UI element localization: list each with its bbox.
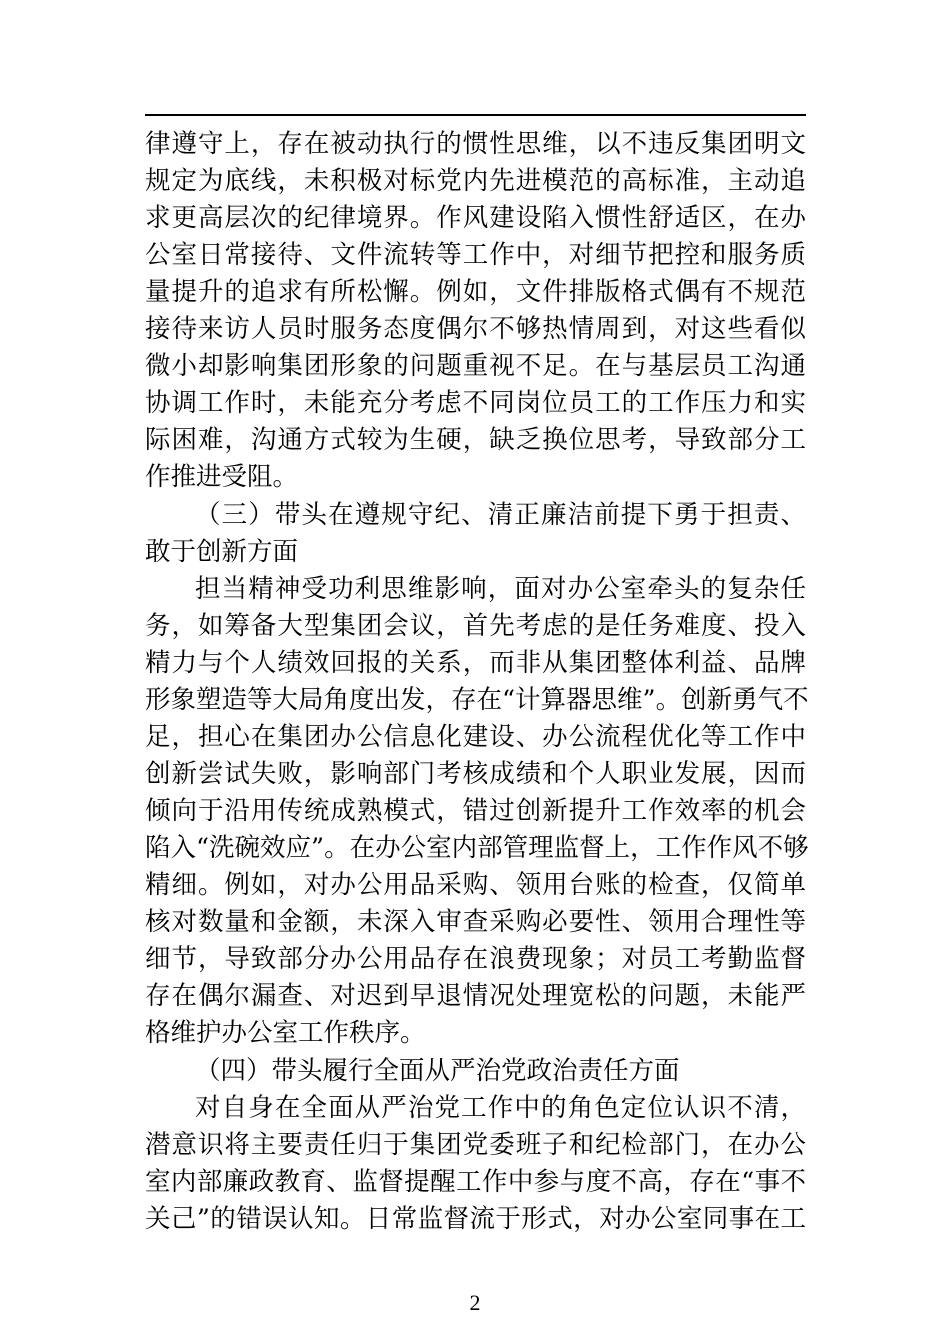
body-line: 对自身在全面从严治党工作中的角色定位认识不清， — [195, 1093, 806, 1123]
body-line: 际困难，沟通方式较为生硬，缺乏换位思考，导致部分工 — [145, 425, 806, 455]
body-line: 接待来访人员时服务态度偶尔不够热情周到，对这些看似 — [145, 314, 806, 344]
body-line: 求更高层次的纪律境界。作风建设陷入惯性舒适区，在办 — [145, 203, 806, 233]
section-heading-3-cont: 敢于创新方面 — [145, 537, 299, 567]
section-heading-3: （三）带头在遵规守纪、清正廉洁前提下勇于担责、 — [195, 500, 806, 530]
body-line: 核对数量和金额，未深入审查采购必要性、领用合理性等 — [145, 907, 806, 937]
body-line: 足，担心在集团办公信息化建设、办公流程优化等工作中 — [145, 722, 806, 752]
body-line: 细节，导致部分办公用品存在浪费现象；对员工考勤监督 — [145, 944, 806, 974]
body-line: 协调工作时，未能充分考虑不同岗位员工的工作压力和实 — [145, 388, 806, 418]
body-line: 倾向于沿用传统成熟模式，错过创新提升工作效率的机会 — [145, 796, 806, 826]
body-line: 潜意识将主要责任归于集团党委班子和纪检部门，在办公 — [145, 1130, 806, 1160]
body-line: 存在偶尔漏查、对迟到早退情况处理宽松的问题，未能严 — [145, 981, 806, 1011]
body-line: 格维护办公室工作秩序。 — [145, 1018, 426, 1048]
body-line: 务，如筹备大型集团会议，首先考虑的是任务难度、投入 — [145, 611, 806, 641]
body-line: 作推进受阻。 — [145, 462, 299, 492]
body-line: 精细。例如，对办公用品采购、领用台账的检查，仅简单 — [145, 870, 806, 900]
body-line: 精力与个人绩效回报的关系，而非从集团整体利益、品牌 — [145, 648, 806, 678]
body-line: 室内部廉政教育、监督提醒工作中参与度不高，存在“事不 — [145, 1167, 806, 1197]
body-line: 形象塑造等大局角度出发，存在“计算器思维”。创新勇气不 — [145, 685, 809, 715]
header-rule — [145, 114, 806, 116]
body-line: 创新尝试失败，影响部门考核成绩和个人职业发展，因而 — [145, 759, 806, 789]
body-line: 担当精神受功利思维影响，面对办公室牵头的复杂任 — [195, 574, 806, 604]
body-line: 陷入“洗碗效应”。在办公室内部管理监督上，工作作风不够 — [145, 833, 809, 863]
body-line: 量提升的追求有所松懈。例如，文件排版格式偶有不规范 — [145, 277, 806, 307]
section-heading-4: （四）带头履行全面从严治党政治责任方面 — [195, 1056, 680, 1086]
body-line: 律遵守上，存在被动执行的惯性思维，以不违反集团明文 — [145, 129, 806, 159]
body-line: 微小却影响集团形象的问题重视不足。在与基层员工沟通 — [145, 351, 806, 381]
body-line: 公室日常接待、文件流转等工作中，对细节把控和服务质 — [145, 240, 806, 270]
page-number: 2 — [469, 1290, 481, 1315]
body-line: 规定为底线，未积极对标党内先进模范的高标准，主动追 — [145, 166, 806, 196]
body-line: 关己”的错误认知。日常监督流于形式，对办公室同事在工 — [145, 1204, 806, 1234]
